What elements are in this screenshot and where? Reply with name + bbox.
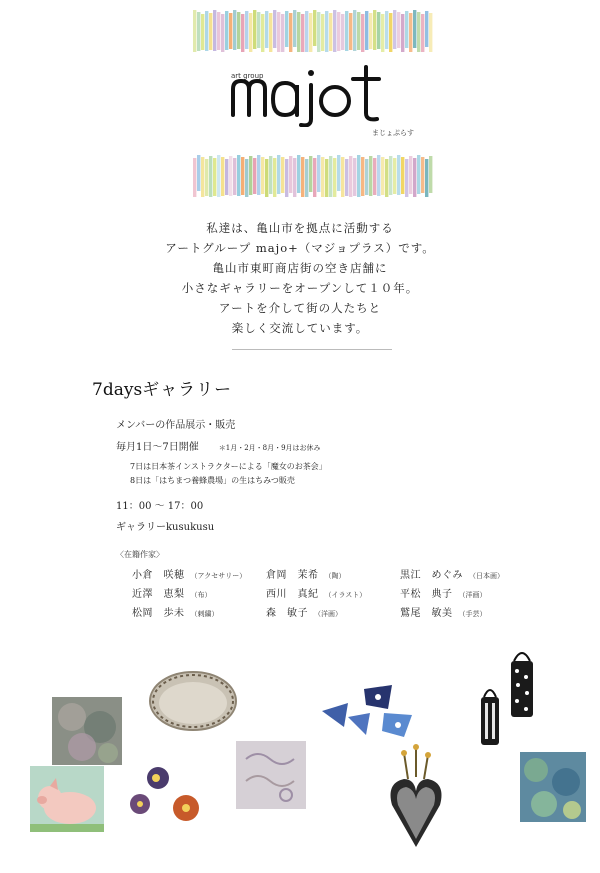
stripe <box>409 156 412 194</box>
stripe <box>389 156 392 195</box>
stripe <box>325 11 328 52</box>
watercolor-stripes-top <box>193 10 433 52</box>
stripe <box>401 157 404 194</box>
stripe <box>281 157 284 193</box>
stripe <box>393 10 396 49</box>
stripe <box>245 159 248 197</box>
stripe <box>405 11 408 48</box>
intro-line: アートを介して街の人たちと <box>218 301 382 315</box>
stripe <box>385 11 388 49</box>
artist-name: 黒江 めぐみ <box>400 570 463 581</box>
stripe <box>233 158 236 195</box>
bottom-stripe-banner <box>193 155 433 197</box>
intro-line: 小さなギャラリーをオープンして１０年。 <box>181 281 419 295</box>
majo-plus-logo <box>227 63 387 131</box>
artist-name: 西川 真紀 <box>266 589 319 600</box>
stripe <box>229 156 232 196</box>
artist-entry <box>400 604 487 619</box>
dotted-bottle-bag-photo <box>508 645 536 719</box>
stripe <box>225 159 228 195</box>
logo-kana-reading: まじょぷらす <box>372 129 414 137</box>
stripe <box>205 159 208 196</box>
artist-entry <box>132 585 212 600</box>
stripe <box>277 155 280 194</box>
stripe <box>261 157 264 194</box>
divider <box>232 349 392 350</box>
artist-medium: （アクセサリー） <box>190 572 247 580</box>
stripe <box>357 12 360 50</box>
artist-medium: （布） <box>190 591 212 599</box>
stripe <box>377 155 380 196</box>
stripe <box>285 159 288 197</box>
stripe <box>361 157 364 196</box>
stripe <box>257 12 260 48</box>
stripe <box>313 158 316 197</box>
stripe <box>429 13 432 52</box>
stripe <box>197 155 200 191</box>
stripe <box>273 158 276 197</box>
stripe <box>269 13 272 52</box>
artist-medium: （洋画） <box>314 610 342 618</box>
section-subtitle: メンバーの作品展示・販売 <box>116 420 236 431</box>
stripe <box>301 157 304 197</box>
stripe <box>197 12 200 51</box>
stripe <box>333 10 336 52</box>
stripe <box>381 14 384 52</box>
stripe <box>365 159 368 195</box>
intro-line: 亀山市東町商店街の空き店舗に <box>212 261 388 275</box>
stripe <box>417 12 420 52</box>
stripe <box>225 11 228 50</box>
stripe <box>321 157 324 197</box>
stripe <box>401 14 404 52</box>
stripe <box>377 12 380 49</box>
stripe <box>409 13 412 52</box>
opening-hours: 11：00 〜 17：00 <box>116 501 204 512</box>
stripe <box>249 13 252 52</box>
artist-medium: （手芸） <box>458 610 487 618</box>
stripe <box>353 10 356 51</box>
stripe <box>341 14 344 50</box>
stripe <box>317 155 320 192</box>
stripe <box>389 13 392 52</box>
stripe <box>301 14 304 52</box>
small-crochet-bag-photo <box>478 683 502 747</box>
stripe <box>385 159 388 197</box>
stripe <box>413 158 416 197</box>
printed-fabric-pieces-photo <box>318 683 416 741</box>
stripe <box>209 156 212 197</box>
event-line-1: 7日は日本茶インストラクターによる「魔女のお茶会」 <box>130 462 327 471</box>
stripe <box>341 157 344 197</box>
stripe <box>241 157 244 195</box>
blue-green-painting-photo <box>520 752 586 822</box>
artist-medium: （陶） <box>324 572 346 580</box>
stripe <box>233 10 236 50</box>
stripe <box>209 13 212 50</box>
artist-medium: （洋画） <box>458 591 487 599</box>
fabric-flower-brooches-photo <box>128 766 210 824</box>
artist-entry <box>266 585 366 600</box>
stripe <box>193 158 196 197</box>
stripe <box>353 158 356 196</box>
beaded-heart-embroidery-photo <box>386 743 446 853</box>
stripe <box>269 156 272 194</box>
artist-name: 松岡 歩未 <box>132 608 185 619</box>
stripe <box>345 159 348 196</box>
stripe <box>309 13 312 52</box>
stripe <box>349 13 352 50</box>
stripe <box>425 11 428 47</box>
stripe <box>413 10 416 48</box>
artist-name: 近澤 恵梨 <box>132 589 185 600</box>
stripe <box>329 13 332 51</box>
top-stripe-banner <box>193 10 433 52</box>
stripe <box>425 159 428 197</box>
event-line-2: 8日は「はちまつ養蜂農場」の生はちみつ販売 <box>130 476 295 485</box>
stripe <box>273 10 276 48</box>
stripe <box>397 12 400 48</box>
stripe <box>253 158 256 194</box>
stripe <box>393 158 396 194</box>
artist-entry <box>266 604 342 619</box>
stripe <box>297 12 300 52</box>
stripe <box>325 159 328 197</box>
stripe <box>361 14 364 52</box>
stripe <box>309 156 312 192</box>
stripe <box>337 12 340 51</box>
stripe <box>381 157 384 195</box>
stripe <box>237 155 240 196</box>
stripe <box>365 11 368 50</box>
artist-entry <box>132 566 246 581</box>
stripe <box>249 156 252 195</box>
stripe <box>221 157 224 196</box>
stripe <box>281 14 284 52</box>
stripe <box>357 155 360 197</box>
stripe <box>217 12 220 50</box>
stripe <box>201 157 204 197</box>
section-title-latin: 7days <box>92 380 143 400</box>
embroidery-artwork-photo <box>52 697 122 765</box>
stripe <box>213 158 216 196</box>
stripe <box>285 11 288 47</box>
stripe <box>241 14 244 52</box>
stripe <box>297 155 300 193</box>
intro-text <box>150 218 450 338</box>
artist-entry <box>400 585 487 600</box>
stripe <box>265 159 268 197</box>
stripe <box>289 13 292 52</box>
section-title <box>92 375 232 400</box>
stripe <box>253 10 256 49</box>
section-title-ja: ギャラリー <box>142 380 233 400</box>
artist-entry <box>400 566 504 581</box>
stripe <box>333 158 336 197</box>
venue-name: ギャラリーkusukusu <box>116 522 215 533</box>
schedule-note: ＊1月・2月・8月・9月はお休み <box>218 444 321 452</box>
artist-medium: （日本画） <box>469 572 504 580</box>
stripe <box>369 156 372 196</box>
stripe <box>277 12 280 52</box>
stripe <box>257 155 260 195</box>
stripe <box>305 159 308 197</box>
intro-line: アートグループ majo+（マジョプラス）です。 <box>165 241 435 255</box>
stripe <box>293 158 296 197</box>
artist-medium: （イラスト） <box>324 591 367 599</box>
textile-swatch-photo <box>236 741 306 809</box>
stripe <box>313 10 316 46</box>
artist-medium: （刺繍） <box>190 610 219 618</box>
stripe <box>237 12 240 49</box>
stripe <box>329 156 332 197</box>
stripe <box>265 11 268 48</box>
stripe <box>417 155 420 194</box>
artist-name: 森 敏子 <box>266 608 308 619</box>
stripe <box>345 11 348 51</box>
stripe <box>405 159 408 197</box>
stripe <box>289 156 292 193</box>
stripe <box>337 155 340 191</box>
watercolor-stripes-bottom <box>193 155 433 197</box>
schedule-text: 毎月1日〜7日開催 <box>116 442 199 453</box>
schedule-line <box>116 438 321 453</box>
stripe <box>429 156 432 193</box>
stripe <box>397 155 400 195</box>
stripe <box>369 13 372 49</box>
members-label: 〈在籍作家〉 <box>116 550 164 559</box>
stripe <box>293 10 296 47</box>
stripe <box>261 14 264 52</box>
stripe <box>213 10 216 51</box>
stripe <box>245 11 248 49</box>
intro-line: 楽しく交流しています。 <box>231 321 369 335</box>
artist-name: 鷲尾 敏美 <box>400 608 453 619</box>
stripe <box>349 156 352 197</box>
stripe <box>305 11 308 52</box>
stripe <box>421 14 424 52</box>
stripe <box>317 12 320 52</box>
stripe <box>217 155 220 197</box>
artist-entry <box>266 566 346 581</box>
stripe <box>201 14 204 50</box>
ceramic-plate-photo <box>148 670 238 732</box>
majo-logo-mark <box>227 63 387 127</box>
artist-name: 小倉 咲穂 <box>132 570 185 581</box>
logo-art-group-text: art group <box>231 72 264 80</box>
stripe <box>205 11 208 51</box>
artist-name: 倉岡 茉希 <box>266 570 319 581</box>
stripe <box>193 10 196 52</box>
stripe <box>321 14 324 51</box>
intro-line: 私達は、亀山市を拠点に活動する <box>206 221 394 235</box>
stripe <box>229 13 232 49</box>
stripe <box>421 157 424 193</box>
stripe <box>373 158 376 195</box>
stripe <box>373 10 376 50</box>
pig-illustration-photo <box>30 766 104 832</box>
artist-entry <box>132 604 219 619</box>
stripe <box>221 14 224 52</box>
artist-name: 平松 典子 <box>400 589 453 600</box>
